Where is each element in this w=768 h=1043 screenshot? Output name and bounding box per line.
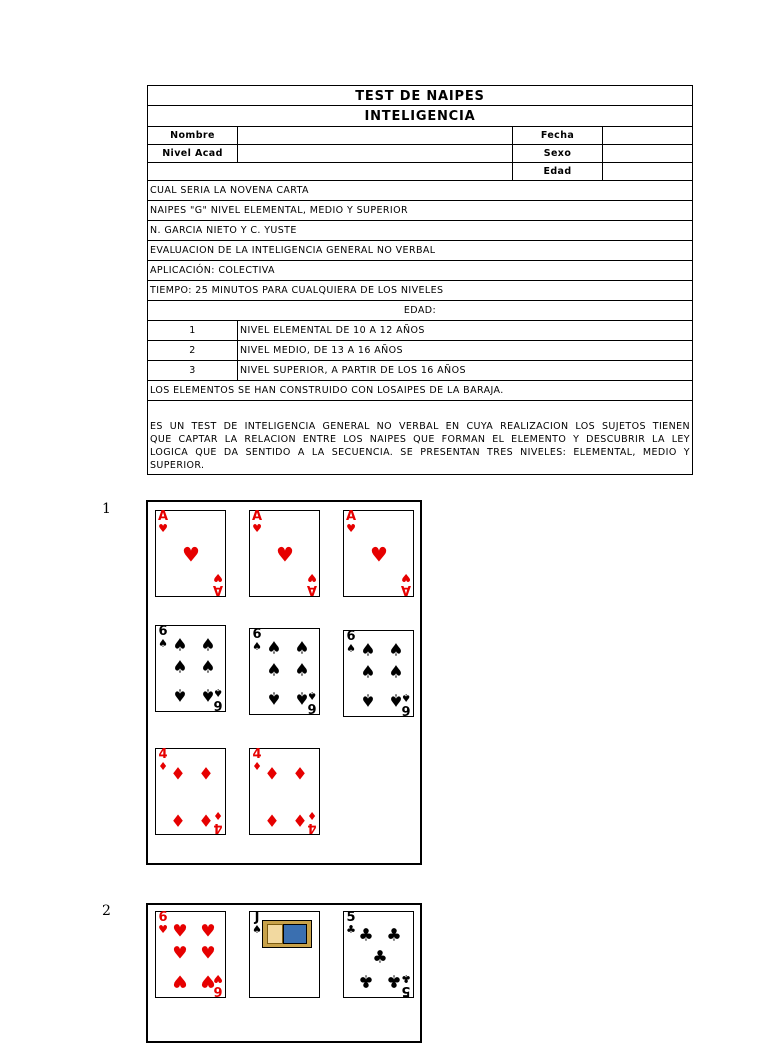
question-number: 2	[102, 903, 111, 919]
description-line: ES UN TEST DE INTELIGENCIA GENERAL NO VERBAL EN CUYA REALIZACION LOS SUJETOS TIENEN	[150, 421, 690, 432]
card-corner-top	[252, 912, 262, 935]
heart-icon: ♥	[370, 542, 388, 567]
club-icon: ♣	[386, 925, 402, 946]
info-line: N. GARCIA NIETO Y C. YUSTE	[147, 221, 693, 241]
card-rank: 4	[213, 820, 223, 835]
spade-icon: ♠	[252, 923, 262, 936]
heart-icon: ♥	[172, 943, 188, 964]
description	[147, 401, 693, 475]
club-icon: ♣	[346, 923, 356, 936]
card-rank: 4	[252, 747, 262, 762]
form-row-level	[147, 145, 693, 163]
spade-icon: ♠	[266, 687, 282, 708]
playing-card	[155, 748, 226, 835]
level-text: NIVEL ELEMENTAL DE 10 A 12 AÑOS	[240, 325, 425, 336]
card-corner-top	[158, 626, 168, 649]
level-text: NIVEL MEDIO, DE 13 A 16 AÑOS	[240, 345, 403, 356]
card-corner-top	[158, 912, 168, 935]
heart-icon: ♥	[172, 970, 188, 991]
heart-icon: ♥	[158, 522, 168, 535]
form-row-age	[147, 163, 693, 181]
card-corner-top	[252, 629, 262, 652]
club-icon: ♣	[401, 972, 411, 985]
question-1-panel	[146, 500, 422, 865]
description-line: QUE CAPTAR LA RELACION ENTRE LOS NAIPES QUE FORMAN EL ELEMENTO Y DESCUBRIR LA LEY	[150, 434, 690, 445]
card-corner-top	[346, 631, 356, 654]
spade-icon: ♠	[388, 640, 404, 661]
card-rank: A	[212, 582, 223, 597]
card-rank: 6	[213, 983, 223, 998]
diamond-icon: ♦	[264, 764, 280, 785]
age-field[interactable]	[603, 163, 692, 180]
spade-icon: ♠	[346, 642, 356, 655]
card-corner-bottom	[213, 572, 223, 595]
info-line: NAIPES "G" NIVEL ELEMENTAL, MEDIO Y SUPERIOR	[147, 201, 693, 221]
name-field[interactable]	[238, 127, 513, 144]
club-icon: ♣	[358, 970, 374, 991]
spade-icon: ♠	[294, 660, 310, 681]
playing-card	[155, 911, 226, 998]
club-icon: ♣	[358, 925, 374, 946]
spade-icon: ♠	[266, 660, 282, 681]
spade-icon: ♠	[360, 662, 376, 683]
spade-icon: ♠	[266, 638, 282, 659]
age-label: Edad	[513, 163, 603, 180]
spade-icon: ♠	[213, 686, 223, 699]
card-rank: A	[346, 509, 357, 524]
card-rank: 6	[401, 702, 411, 717]
spade-icon: ♠	[252, 640, 262, 653]
heart-icon: ♥	[213, 972, 223, 985]
card-corner-top	[346, 511, 356, 534]
spade-icon: ♠	[158, 637, 168, 650]
card-rank: 6	[346, 629, 356, 644]
card-rank: 5	[346, 910, 356, 925]
info-line: EVALUACION DE LA INTELIGENCIA GENERAL NO VERBAL	[147, 241, 693, 261]
playing-card	[155, 625, 226, 712]
spade-icon: ♠	[294, 687, 310, 708]
sex-field[interactable]	[603, 145, 692, 162]
playing-card	[155, 510, 226, 597]
spade-icon: ♠	[200, 635, 216, 656]
heart-icon: ♥	[182, 542, 200, 567]
heart-icon: ♥	[172, 921, 188, 942]
diamond-icon: ♦	[292, 809, 308, 830]
spade-icon: ♠	[388, 689, 404, 710]
info-line: APLICACIÓN: COLECTIVA	[147, 261, 693, 281]
card-corner-bottom	[401, 572, 411, 595]
spade-icon: ♠	[172, 684, 188, 705]
diamond-icon: ♦	[264, 809, 280, 830]
card-rank: 6	[213, 697, 223, 712]
card-rank: J	[254, 910, 260, 925]
diamond-icon: ♦	[170, 764, 186, 785]
diamond-icon: ♦	[252, 760, 262, 773]
card-corner-top	[252, 511, 262, 534]
card-corner-top	[346, 912, 356, 935]
level-text: NIVEL SUPERIOR, A PARTIR DE LOS 16 AÑOS	[240, 365, 466, 376]
test-header-sheet	[147, 85, 693, 475]
level-row	[147, 361, 693, 381]
diamond-icon: ♦	[213, 809, 223, 822]
spade-icon: ♠	[294, 638, 310, 659]
info-line: CUAL SERIA LA NOVENA CARTA	[147, 181, 693, 201]
card-rank: 6	[307, 700, 317, 715]
card-rank: 4	[307, 820, 317, 835]
diamond-icon: ♦	[170, 809, 186, 830]
elements-line: LOS ELEMENTOS SE HAN CONSTRUIDO CON LOSAIPES DE LA BARAJA.	[147, 381, 693, 401]
level-number: 1	[148, 321, 238, 340]
card-rank: 6	[158, 624, 168, 639]
club-icon: ♣	[372, 947, 388, 968]
playing-card	[343, 911, 414, 998]
playing-card	[249, 748, 320, 835]
spade-icon: ♠	[388, 662, 404, 683]
heart-icon: ♥	[252, 522, 262, 535]
diamond-icon: ♦	[292, 764, 308, 785]
playing-card	[249, 510, 320, 597]
card-corner-top	[158, 749, 168, 772]
question-number: 1	[102, 501, 111, 517]
card-corner-top	[252, 749, 262, 772]
heart-icon: ♥	[307, 571, 317, 584]
spade-icon: ♠	[307, 689, 317, 702]
level-number: 2	[148, 341, 238, 360]
card-corner-bottom	[307, 572, 317, 595]
description-line: LOGICA QUE DA SENTIDO A LA SECUENCIA. SE PRESENTAN TRES NIVELES: ELEMENTAL, MEDIO Y	[150, 447, 690, 458]
card-corner-top	[158, 511, 168, 534]
heart-icon: ♥	[213, 571, 223, 584]
diamond-icon: ♦	[307, 809, 317, 822]
card-corner-bottom	[307, 810, 317, 833]
playing-card	[343, 630, 414, 717]
heart-icon: ♥	[276, 542, 294, 567]
playing-card	[249, 911, 320, 998]
diamond-icon: ♦	[158, 760, 168, 773]
spade-icon: ♠	[360, 640, 376, 661]
level-number: 3	[148, 361, 238, 380]
card-rank: 6	[158, 910, 168, 925]
spade-icon: ♠	[401, 691, 411, 704]
heart-icon: ♥	[158, 923, 168, 936]
info-line: TIEMPO: 25 MINUTOS PARA CUALQUIERA DE LOS NIVELES	[147, 281, 693, 301]
playing-card	[249, 628, 320, 715]
spade-icon: ♠	[200, 657, 216, 678]
card-rank: 5	[401, 983, 411, 998]
form-row-name	[147, 127, 693, 145]
date-label: Fecha	[513, 127, 603, 144]
spade-icon: ♠	[200, 684, 216, 705]
card-rank: 6	[252, 627, 262, 642]
sex-label: Sexo	[513, 145, 603, 162]
playing-card	[343, 510, 414, 597]
heart-icon: ♥	[200, 970, 216, 991]
card-rank: A	[306, 582, 317, 597]
jack-face-image	[262, 920, 312, 948]
question-2-panel	[146, 903, 422, 1043]
heart-icon: ♥	[346, 522, 356, 535]
card-rank: A	[400, 582, 411, 597]
card-rank: A	[158, 509, 169, 524]
age-heading: EDAD:	[147, 301, 693, 321]
name-label: Nombre	[148, 127, 238, 144]
description-line: SUPERIOR.	[150, 460, 205, 471]
level-row	[147, 341, 693, 361]
test-title: TEST DE NAIPES	[147, 85, 693, 106]
heart-icon: ♥	[200, 921, 216, 942]
date-field[interactable]	[603, 127, 692, 144]
spade-icon: ♠	[172, 635, 188, 656]
test-subtitle: INTELIGENCIA	[147, 106, 693, 127]
level-label: Nivel Acad	[148, 145, 238, 162]
club-icon: ♣	[386, 970, 402, 991]
heart-icon: ♥	[200, 943, 216, 964]
card-rank: 4	[158, 747, 168, 762]
spade-icon: ♠	[360, 689, 376, 710]
level-row	[147, 321, 693, 341]
diamond-icon: ♦	[198, 809, 214, 830]
diamond-icon: ♦	[198, 764, 214, 785]
spade-icon: ♠	[172, 657, 188, 678]
card-rank: A	[252, 509, 263, 524]
heart-icon: ♥	[401, 571, 411, 584]
level-field[interactable]	[238, 145, 513, 162]
card-corner-bottom	[401, 973, 411, 996]
card-corner-bottom	[213, 810, 223, 833]
